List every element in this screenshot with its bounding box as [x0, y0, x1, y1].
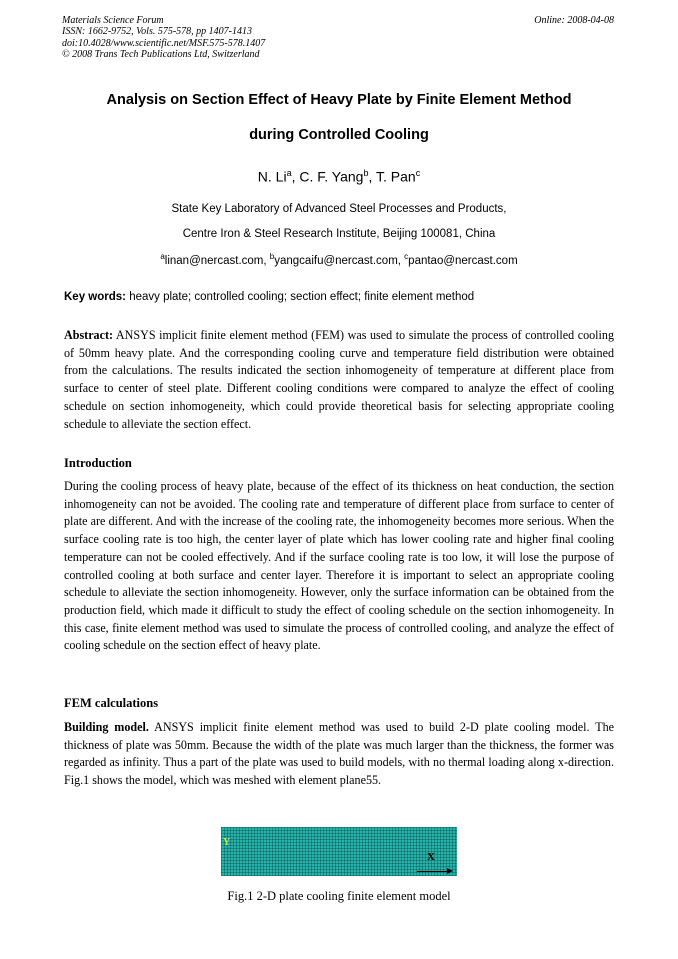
- journal-header: [62, 15, 265, 60]
- email-link[interactable]: linan@nercast.com: [164, 254, 264, 267]
- affiliation-line2: Centre Iron & Steel Research Institute, Beijing 100081, China: [182, 228, 496, 240]
- online-date: Online: 2008-04-08: [534, 15, 614, 26]
- abstract: [64, 327, 614, 433]
- doi: doi:10.4028/www.scientific.net/MSF.575-578.1407: [62, 37, 266, 49]
- author-name: T. Pan: [376, 168, 416, 185]
- x-axis-label: X: [427, 851, 435, 863]
- y-axis-label: Y: [223, 837, 231, 848]
- email-sup: a: [160, 252, 165, 261]
- author-sup: c: [415, 168, 421, 178]
- copyright: © 2008 Trans Tech Publications Ltd, Switzerland: [62, 48, 260, 60]
- email-sup: b: [269, 252, 275, 261]
- keywords-label: Key words:: [64, 291, 126, 303]
- building-model-paragraph: [64, 719, 614, 790]
- affiliation-line1: State Key Laboratory of Advanced Steel Processes and Products,: [171, 203, 507, 215]
- figure-caption: Fig.1 2-D plate cooling finite element model: [227, 889, 451, 903]
- email-sup: c: [404, 252, 409, 261]
- fem-heading: FEM calculations: [64, 696, 159, 710]
- introduction-heading: Introduction: [64, 456, 132, 470]
- x-axis-arrow: [417, 871, 451, 872]
- abstract-label: Abstract:: [64, 328, 114, 342]
- author-name: N. Li: [257, 168, 287, 185]
- journal-name: Materials Science Forum: [62, 15, 164, 26]
- author-list: [0, 168, 678, 185]
- issn: ISSN: 1662-9752, Vols. 575-578, pp 1407-1413: [62, 26, 252, 38]
- author-name: C. F. Yang: [299, 168, 364, 185]
- paper-title-line1: Analysis on Section Effect of Heavy Plate by Finite Element Method: [106, 92, 572, 108]
- introduction-text: During the cooling process of heavy plate, because of the effect of its thickness on heat conduction, the section inhomogeneity can not be avoided. The cooling rate and temperature of different place from surface to center of plate are different. And with the increase of the cooling rate, the inhomogeneity becomes more serious. When the surface cooling rate is too high, the center layer of plate which has lower cooling rate and higher final cooling temperature can not be cooled effectively. And if the surface cooling rate is too low, it will lose the purpose of controlled cooling at both surface and center layer. Therefore it is important to select an appropriate cooling schedule to alleviate the section inhomogeneity. However, only the surface information can be obtained from the production field, which made it difficult to study the effect of cooling schedule on the section inhomogeneity. In this case, finite element method was used to simulate the process of controlled cooling, and analyze the effect of cooling schedule on the section effect of heavy plate.: [64, 479, 614, 653]
- building-model-label: Building model.: [64, 720, 149, 734]
- abstract-text: ANSYS implicit finite element method (FEM) was used to simulate the process of controlled cooling of 50mm heavy plate. And the corresponding cooling curve and temperature field distribution were obtained from the calculations. The results indicated the section inhomogeneity of temperature at different place from surface to center of steel plate. Different cooling conditions were compared to analyze the effect of cooling schedule on section inhomogeneity, which could provide theoretical basis for selecting appropriate cooling schedule to alleviate the section effect.: [64, 328, 614, 431]
- author-sup: b: [363, 168, 369, 178]
- author-sup: a: [286, 168, 292, 178]
- author-separator: ,: [368, 168, 376, 185]
- author-separator: ,: [291, 168, 300, 185]
- fe-mesh-figure: [221, 827, 457, 876]
- email-list: $^a$linan@nercast.com, $^b$yangcaifu@nercast.com, $^c$pantao@nercast.com: [160, 252, 518, 267]
- building-model-text: ANSYS implicit finite element method was used to build 2-D plate cooling model. The thickness of plate was 50mm. Because the width of the plate was much larger than the thickness, the former was regarded as infinity. Thus a part of the plate was used to build models, with no thermal loading along x-direction. Fig.1 shows the model, which was meshed with element plane55.: [64, 720, 614, 788]
- keywords-text: heavy plate; controlled cooling; section effect; finite element method: [126, 291, 475, 303]
- email-link[interactable]: pantao@nercast.com: [408, 254, 518, 267]
- email-link[interactable]: yangcaifu@nercast.com: [274, 254, 398, 267]
- paper-title-line2: during Controlled Cooling: [249, 127, 429, 143]
- keywords: [64, 291, 616, 303]
